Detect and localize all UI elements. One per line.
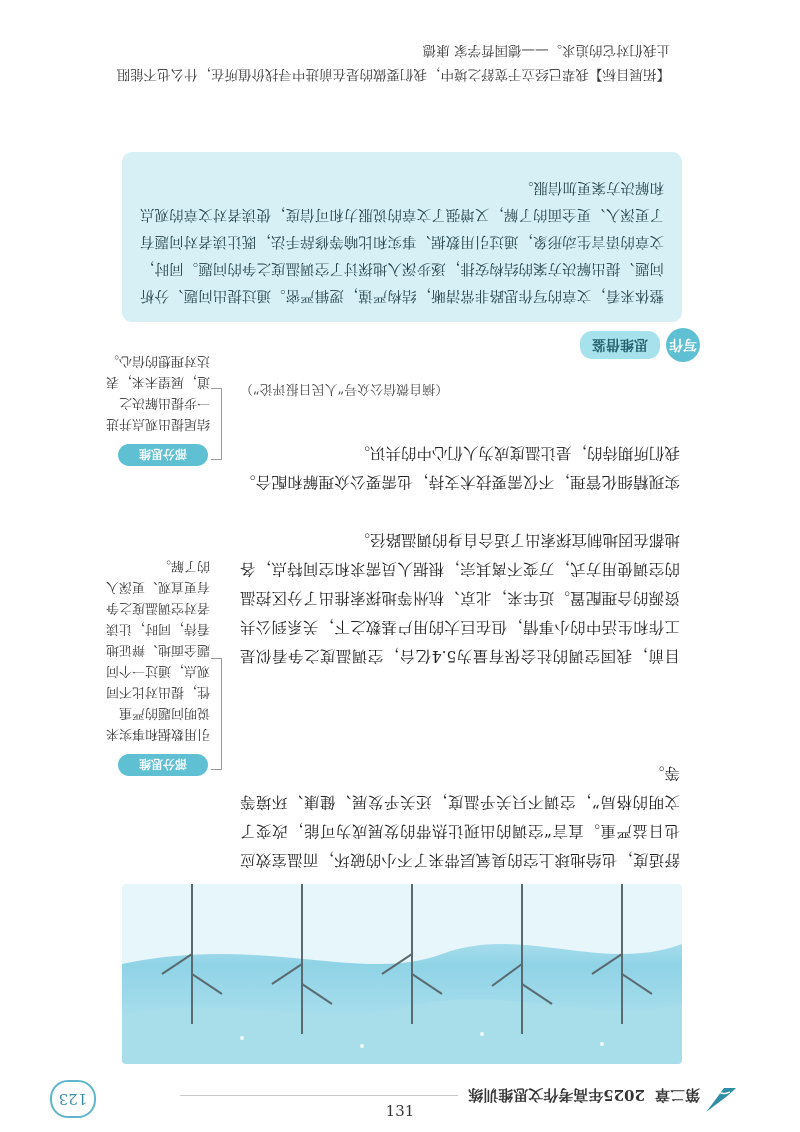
body-paragraph-1: 舒适度，也给地球上空的臭氧层带来了不小的破坏，而温室效应也日益严重。直言“空调的出现让热带的发展成为可能，改变了文明的格局”，空调不只关乎温度，还关乎发展、健康、环境等等。 <box>240 764 680 869</box>
note-connector-2 <box>211 388 222 460</box>
page-number-badge: 123 <box>50 1080 96 1118</box>
insight-box: 整体来看，文章的写作思路非常清晰，结构严谨，逻辑严密。通过提出问题、分析问题、提出解决方案的结构安排，逐步深入地探讨了空调温度之争的问题。同时，文章的语言生动形象，通过引用数据、事实和比喻等修辞手法，既让读者对问题有了更深入、更全面的了解，又增强了文章的说服力和可信度，使读者对文章的观点和解决方案更加信服。 <box>122 152 682 322</box>
chapter-header <box>180 1080 700 1112</box>
note-connector-1 <box>211 658 222 770</box>
insight-title: 思维借鉴 <box>580 331 660 359</box>
writing-badge: 写作 <box>666 328 700 362</box>
side-note-tag-1: 部分思维 <box>118 754 208 776</box>
bird-icon <box>702 1080 740 1118</box>
side-note-text-2: 结尾提出观点并进一步提出解决之道，展望未来，表达对理想的信心。 <box>105 353 210 431</box>
header-rule <box>180 1096 458 1097</box>
chapter-label: 第二章 <box>654 1086 700 1105</box>
hero-illustration <box>122 884 682 1064</box>
extension-tip: 【拓展目标】我辈已经立于宽舒之境中，我们要做的是在前进中寻找价值所在，什么也不能阻止我们对它的追求。——德国哲学家 康德 <box>116 42 670 82</box>
side-note-text-1: 引用数据和事实来说明问题的严重性，提出对比不同观点，通过一个问题全面地、辩证地看待，同时，让读者对空调温度之争有更直观、更深入的了解。 <box>105 558 210 741</box>
source-citation: （摘自微信公众号“人民日报评论”） <box>240 381 449 396</box>
side-note-tag-2: 部分思维 <box>118 444 208 466</box>
book-title: 2025年高考作文思维训练 <box>468 1086 645 1105</box>
body-paragraph-3: 实现精细化管理，不仅需要技术支持，也需要公众理解和配合。我们所期待的，是让温度成为人们心中的共识。 <box>240 444 680 491</box>
body-paragraph-2: 目前，我国空调的社会保有量为5.4亿台，空调温度之争看似是工作和生活中的小事情，但在巨大的用户基数之下，关系到公共资源的合理配置。近年来，北京、杭州等地探索推出了分区控温的空调使用方式，万变不离其宗，根据人员需求和空间特点，各地都在因地制宜探索出了适合自身的调温路径。 <box>240 531 680 665</box>
insight-label <box>550 330 700 360</box>
page-number: 131 <box>385 1102 415 1120</box>
